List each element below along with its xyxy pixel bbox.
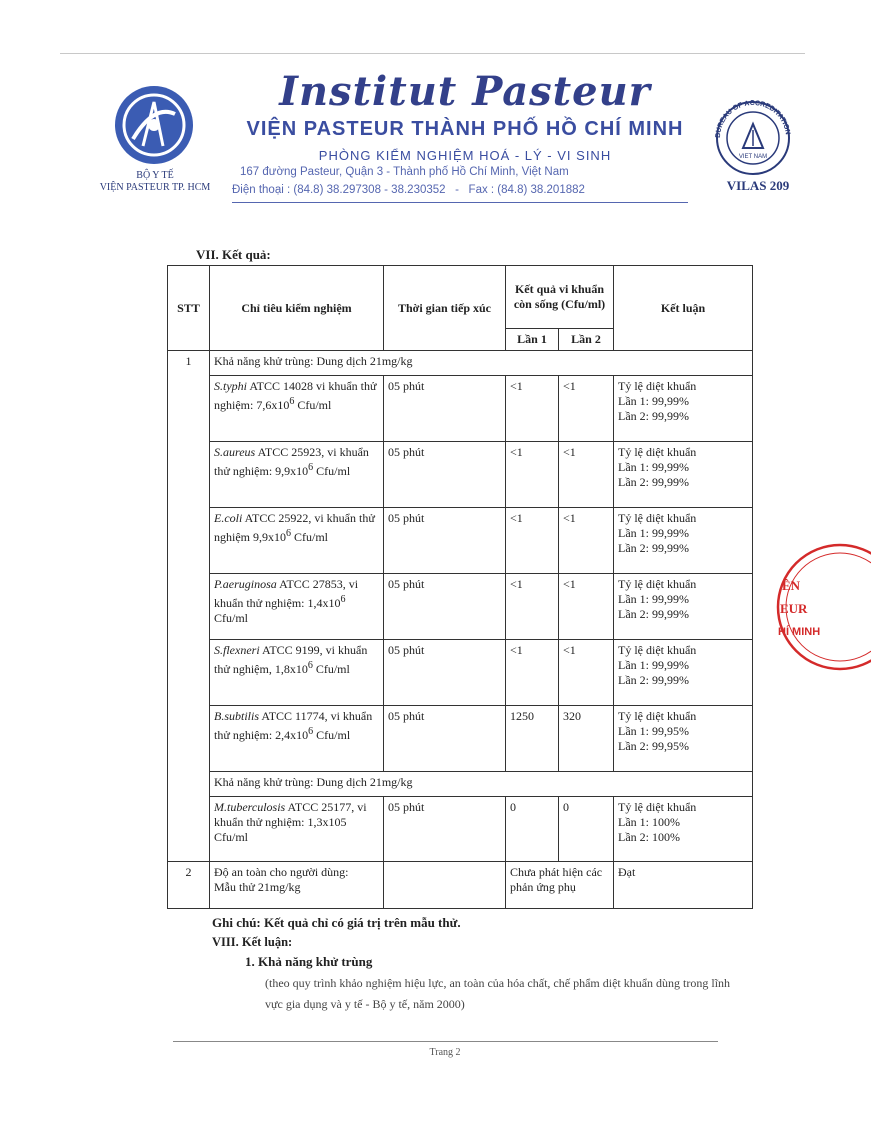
- kill-rate-label: Tỷ lệ diệt khuẩn: [618, 379, 697, 393]
- run2-cell: <1: [559, 574, 614, 640]
- species-name: P.aeruginosa: [214, 577, 277, 591]
- kill-rate-run1: Lần 1: 99,99%: [618, 526, 689, 540]
- run1-cell: <1: [506, 640, 559, 706]
- kill-rate-run2: Lần 2: 99,99%: [618, 607, 689, 621]
- kill-rate-label: Tỷ lệ diệt khuẩn: [618, 800, 697, 814]
- run2-cell: <1: [559, 508, 614, 574]
- run1-cell: <1: [506, 442, 559, 508]
- lab-name: PHÒNG KIỂM NGHIỆM HOÁ - LÝ - VI SINH: [318, 148, 612, 163]
- time-cell: 05 phút: [384, 574, 506, 640]
- institute-address: 167 đường Pasteur, Quận 3 - Thành phố Hồ Chí Minh, Việt Nam: [240, 166, 569, 178]
- species-name: S.typhi: [214, 379, 247, 393]
- stamp-icon: [770, 540, 871, 675]
- kill-rate-run2: Lần 2: 99,95%: [618, 739, 689, 753]
- criteria-cell: [210, 797, 384, 862]
- safety-criteria-line2: Mẫu thử 21mg/kg: [214, 880, 301, 894]
- criteria-cell: [210, 376, 384, 442]
- footer-rule: [173, 1041, 718, 1042]
- conclusion-cell: [614, 640, 753, 706]
- stamp-line1: ÊN: [782, 578, 801, 593]
- kill-rate-run1: Lần 1: 99,99%: [618, 460, 689, 474]
- criteria-cell: [210, 640, 384, 706]
- species-name: S.flexneri: [214, 643, 260, 657]
- kill-rate-label: Tỷ lệ diệt khuẩn: [618, 709, 697, 723]
- criteria-cell: [210, 574, 384, 640]
- kill-rate-label: Tỷ lệ diệt khuẩn: [618, 577, 697, 591]
- ministry-logo-icon: [113, 84, 195, 166]
- kill-rate-run1: Lần 1: 99,95%: [618, 724, 689, 738]
- stt-cell: 2: [168, 862, 210, 909]
- kill-rate-run2: Lần 2: 99,99%: [618, 673, 689, 687]
- strain-text: ATCC 9199, vi khuẩn thử nghiệm, 1,8x10: [214, 643, 368, 676]
- table-row: [168, 508, 753, 574]
- unit-text: Cfu/ml: [294, 398, 332, 412]
- accreditation-logo-icon: [708, 96, 798, 176]
- unit-text: Cfu/ml: [214, 611, 249, 625]
- conclusion-item-desc: (theo quy trình khảo nghiệm hiệu lực, an toàn của hóa chất, chế phẩm diệt khuẩn dùng trong lĩnh vực gia dụng và y tế - Bộ y tế, năm 2000): [265, 976, 731, 1011]
- strain-text: ATCC 27853, vi khuẩn thử nghiệm: 1,4x10: [214, 577, 359, 610]
- strain-text: ATCC 11774, vi khuẩn thử nghiệm: 2,4x10: [214, 709, 373, 742]
- accreditation-center-text: VIET NAM: [738, 154, 768, 160]
- conclusion-title: VIII. Kết luận:: [212, 935, 293, 949]
- strain-text: ATCC 25922, vi khuẩn thử nghiệm 9,9x10: [214, 511, 375, 544]
- kill-rate-run1: Lần 1: 100%: [618, 815, 680, 829]
- run2-cell: <1: [559, 640, 614, 706]
- ministry-caption-line1: BỘ Y TẾ: [136, 170, 174, 181]
- exponent: 6: [289, 396, 295, 407]
- table-row: [168, 442, 753, 508]
- kill-rate-run2: Lần 2: 99,99%: [618, 409, 689, 423]
- kill-rate-run2: Lần 2: 100%: [618, 830, 680, 844]
- run2-cell: <1: [559, 376, 614, 442]
- result-note: Ghi chú: Kết quả chỉ có giá trị trên mẫu thử.: [212, 915, 461, 930]
- header-conclusion: Kết luận: [614, 266, 753, 351]
- institute-name: VIỆN PASTEUR THÀNH PHỐ HỒ CHÍ MINH: [246, 118, 684, 140]
- unit-text: Cfu/ml: [291, 530, 329, 544]
- header-survival: Kết quả vi khuẩn còn sống (Cfu/ml): [506, 266, 614, 329]
- kill-rate-label: Tỷ lệ diệt khuẩn: [618, 445, 697, 459]
- run1-cell: 0: [506, 797, 559, 862]
- run2-cell: 0: [559, 797, 614, 862]
- table-row: [168, 640, 753, 706]
- header-run2: Lần 2: [559, 329, 614, 351]
- unit-text: Cfu/ml: [312, 662, 350, 676]
- safety-criteria-line1: Độ an toàn cho người dùng:: [214, 865, 349, 879]
- conclusion-cell: [614, 797, 753, 862]
- table-row: [168, 351, 753, 376]
- group-label: Khả năng khử trùng: Dung dịch 21mg/kg: [210, 772, 753, 797]
- table-row: [168, 772, 753, 797]
- kill-rate-run2: Lần 2: 99,99%: [618, 541, 689, 555]
- table-row: [168, 574, 753, 640]
- run1-cell: <1: [506, 508, 559, 574]
- run1-cell: <1: [506, 376, 559, 442]
- institute-phone: Điện thoại : (84.8) 38.297308 - 38.230352 - Fax : (84.8) 38.201882: [232, 184, 585, 196]
- stt-cell: 1: [168, 351, 210, 862]
- header-rule: [232, 202, 688, 203]
- time-cell: 05 phút: [384, 442, 506, 508]
- kill-rate-label: Tỷ lệ diệt khuẩn: [618, 511, 697, 525]
- conclusion-item-title: 1. Khả năng khử trùng: [245, 954, 373, 969]
- stamp-line3: HÍ MINH: [778, 626, 821, 638]
- kill-rate-label: Tỷ lệ diệt khuẩn: [618, 643, 697, 657]
- exponent: 6: [340, 594, 346, 605]
- criteria-cell: [210, 862, 384, 909]
- species-name: S.aureus: [214, 445, 256, 459]
- criteria-cell: [210, 508, 384, 574]
- conclusion-cell: [614, 442, 753, 508]
- top-rule: [60, 53, 805, 54]
- header-run1: Lần 1: [506, 329, 559, 351]
- safety-result-cell: Chưa phát hiện các phản ứng phụ: [506, 862, 614, 909]
- table-header-row: [168, 266, 753, 329]
- criteria-cell: [210, 442, 384, 508]
- run1-cell: 1250: [506, 706, 559, 772]
- conclusion-cell: Đạt: [614, 862, 753, 909]
- conclusion-cell: [614, 574, 753, 640]
- criteria-cell: [210, 706, 384, 772]
- time-cell: 05 phút: [384, 508, 506, 574]
- unit-text: Cfu/ml: [313, 464, 351, 478]
- run2-cell: <1: [559, 442, 614, 508]
- strain-text: ATCC 25177, vi khuẩn thử nghiệm: 1,3x105 Cfu/ml: [214, 800, 367, 844]
- kill-rate-run2: Lần 2: 99,99%: [618, 475, 689, 489]
- conclusion-cell: [614, 376, 753, 442]
- kill-rate-run1: Lần 1: 99,99%: [618, 658, 689, 672]
- species-name: B.subtilis: [214, 709, 260, 723]
- conclusion-cell: [614, 706, 753, 772]
- stamp-line2: EUR: [780, 601, 808, 616]
- table-row: [168, 862, 753, 909]
- strain-text: ATCC 25923, vi khuẩn thử nghiệm: 9,9x10: [214, 445, 369, 478]
- unit-text: Cfu/ml: [313, 728, 351, 742]
- time-cell: [384, 862, 506, 909]
- accreditation-ring-text: BUREAU OF ACCREDITATION: [714, 99, 791, 139]
- vilas-caption: VILAS 209: [726, 178, 790, 193]
- group-label: Khả năng khử trùng: Dung dịch 21mg/kg: [210, 351, 753, 376]
- exponent: 6: [308, 726, 314, 737]
- time-cell: 05 phút: [384, 706, 506, 772]
- species-name: M.tuberculosis: [214, 800, 286, 814]
- exponent: 6: [308, 462, 314, 473]
- results-table: [167, 265, 753, 909]
- table-row: [168, 706, 753, 772]
- header-contact-time: Thời gian tiếp xúc: [384, 266, 506, 351]
- ministry-caption-line2: VIỆN PASTEUR TP. HCM: [99, 182, 211, 193]
- species-name: E.coli: [214, 511, 243, 525]
- table-row: [168, 376, 753, 442]
- exponent: 6: [286, 528, 291, 539]
- time-cell: 05 phút: [384, 376, 506, 442]
- strain-text: ATCC 14028 vi khuẩn thử nghiệm: 7,6x10: [214, 379, 377, 412]
- run1-cell: <1: [506, 574, 559, 640]
- kill-rate-run1: Lần 1: 99,99%: [618, 394, 689, 408]
- header-criteria: Chỉ tiêu kiểm nghiệm: [210, 266, 384, 351]
- time-cell: 05 phút: [384, 797, 506, 862]
- header-stt: STT: [168, 266, 210, 351]
- table-row: [168, 797, 753, 862]
- results-section-title: VII. Kết quả:: [196, 247, 271, 262]
- run2-cell: 320: [559, 706, 614, 772]
- exponent: 6: [307, 660, 313, 671]
- kill-rate-run1: Lần 1: 99,99%: [618, 592, 689, 606]
- ministry-logo-caption: [85, 170, 225, 194]
- page-number: Trang 2: [429, 1047, 461, 1058]
- time-cell: 05 phút: [384, 640, 506, 706]
- institute-title: Institut Pasteur: [279, 68, 651, 115]
- conclusion-cell: [614, 508, 753, 574]
